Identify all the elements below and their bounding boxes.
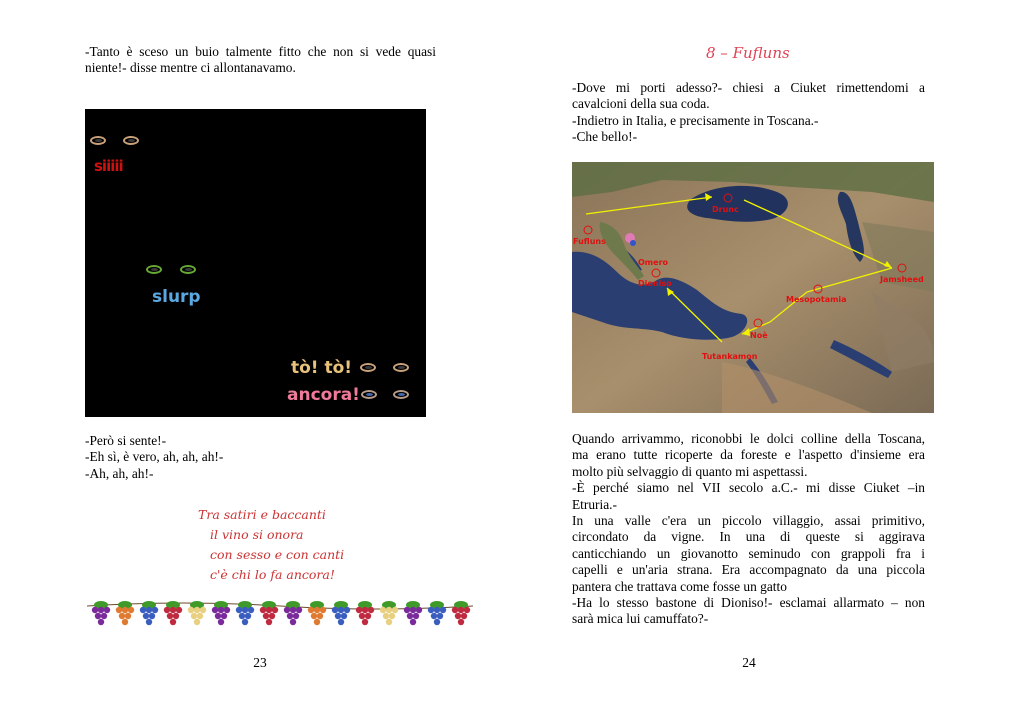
grape-bunch-icon	[308, 601, 326, 625]
dialogue-line: -Ah, ah, ah!-	[85, 465, 154, 481]
fufluns-figure-icon	[630, 240, 636, 246]
intro-paragraph	[85, 44, 436, 77]
journey-map	[572, 162, 934, 413]
right-dialogue-paragraph	[572, 80, 925, 146]
eye-icon	[90, 136, 106, 145]
poem-line: Tra satiri e baccanti	[198, 507, 326, 522]
grape-bunch-icon	[92, 601, 110, 625]
body-line: circondato da vigne. In una di queste si aggirava	[572, 529, 925, 545]
eye-icon	[393, 363, 409, 372]
body-line: sarà mica lui camuffato?-	[572, 611, 709, 627]
dialogue-line: -Che bello!-	[572, 129, 638, 145]
page-number: 23	[253, 655, 267, 670]
eye-icon	[360, 363, 376, 372]
dialogue-line: cavalcioni della sua coda.	[572, 96, 710, 112]
eye-icon	[123, 136, 139, 145]
map-label-drunc: Drunc	[712, 205, 739, 214]
scene-text-siiii: siiiii	[94, 157, 123, 175]
body-line: capelli e un'aria strana. Era accompagnato da una piccola	[572, 562, 925, 578]
eye-icon	[393, 390, 409, 399]
intro-line: -Tanto è sceso un buio talmente fitto che non si vede quasi	[85, 44, 436, 59]
body-line: Etruria.-	[572, 496, 617, 512]
chapter-title: 8 – Fufluns	[706, 44, 790, 62]
intro-line: niente!- disse mentre ci allontanavamo.	[85, 60, 296, 76]
body-line: pantera che trattava come fosse un gatto	[572, 578, 787, 594]
grape-bunch-icon	[332, 601, 350, 625]
grape-bunch-icon	[428, 601, 446, 625]
body-line: In una valle c'era un piccolo villaggio, assai primitivo,	[572, 513, 925, 529]
poem-line: c'è chi lo fa ancora!	[210, 567, 335, 582]
eye-icon	[180, 265, 196, 274]
grape-bunch-icon	[236, 601, 254, 625]
eye-icon	[361, 390, 377, 399]
grape-bunch-icon	[116, 601, 134, 625]
page-number: 24	[742, 655, 756, 670]
grape-bunch-icon	[404, 601, 422, 625]
body-line: -È perché siamo nel VII secolo a.C.- mi disse Ciuket –in	[572, 480, 925, 496]
dialogue-line: -Però si sente!-	[85, 433, 167, 448]
body-line: canticchiando un giovanotto seminudo con grappoli fra i	[572, 545, 925, 561]
map-label-omero: Omero	[638, 258, 669, 267]
grape-border-decoration	[87, 600, 473, 632]
map-label-mesopotamia: Mesopotamia	[786, 295, 847, 304]
scene-text-to: tò! tò!	[291, 358, 353, 378]
eye-icon	[146, 265, 162, 274]
body-line: Quando arrivammo, riconobbi le dolci colline della Toscana,	[572, 431, 925, 446]
grape-bunch-icon	[140, 601, 158, 625]
map-label-dioniso: Dioniso	[638, 279, 672, 288]
poem-line: con sesso e con canti	[210, 547, 345, 562]
map-label-tutankamon: Tutankamon	[702, 352, 758, 361]
dialogue-paragraph	[85, 433, 436, 482]
grape-bunch-icon	[188, 601, 206, 625]
grape-bunch-icon	[164, 601, 182, 625]
map-label-fufluns: Fufluns	[573, 237, 606, 246]
dialogue-line: -Indietro in Italia, e precisamente in Toscana.-	[572, 112, 819, 128]
map-label-noe: Noè	[750, 331, 768, 340]
map-label-jamshid: Jamsheed	[880, 275, 924, 284]
poem-line: il vino si onora	[210, 527, 304, 542]
grape-bunch-icon	[452, 601, 470, 625]
body-line: -Ha lo stesso bastone di Dioniso!- esclamai allarmato – non	[572, 595, 925, 611]
body-line: ma erano tutte ricoperte da foreste e l'aspetto d'insieme era	[572, 447, 925, 463]
dialogue-line: -Dove mi porti adesso?- chiesi a Ciuket rimettendomi a	[572, 80, 925, 95]
dark-scene-illustration	[85, 109, 426, 417]
grape-bunch-icon	[212, 601, 230, 625]
scene-text-slurp: slurp	[152, 287, 201, 307]
body-line: molto più selvaggio di quanto mi aspettassi.	[572, 463, 808, 479]
scene-text-ancora: ancora!	[287, 385, 360, 405]
dialogue-line: -Eh sì, è vero, ah, ah, ah!-	[85, 449, 224, 465]
grape-bunch-icon	[380, 601, 398, 625]
grape-bunch-icon	[356, 601, 374, 625]
right-body-paragraph	[572, 431, 925, 628]
poem	[198, 505, 344, 585]
grape-bunch-icon	[260, 601, 278, 625]
grape-bunch-icon	[284, 601, 302, 625]
